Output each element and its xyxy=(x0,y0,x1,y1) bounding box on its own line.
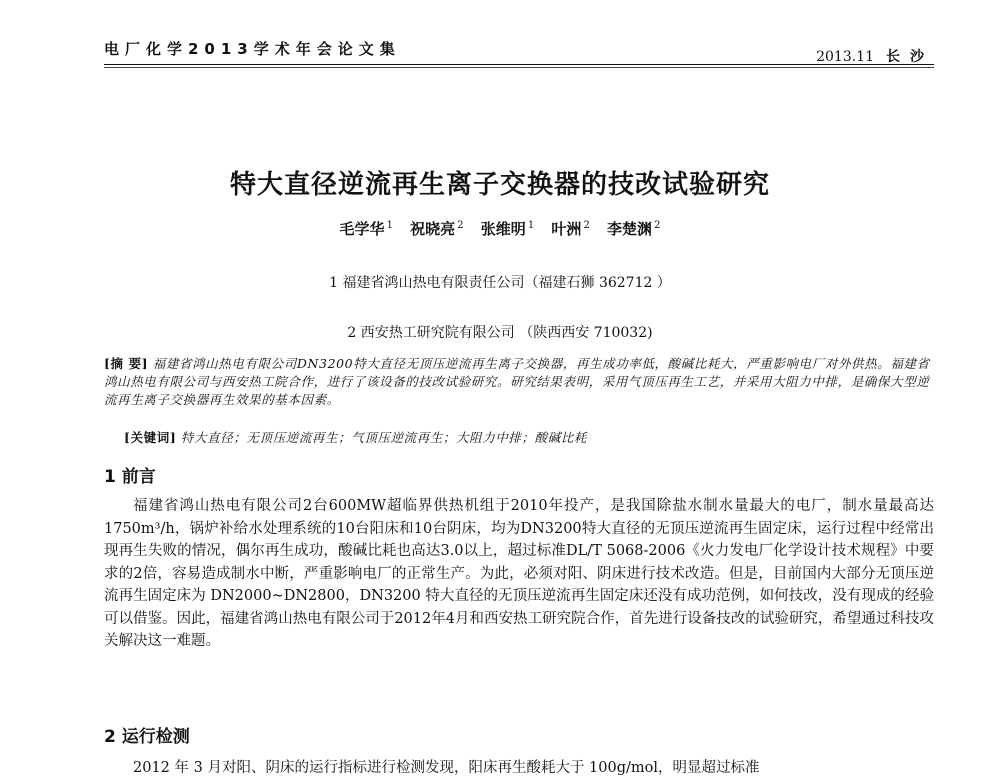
header-rule-thin xyxy=(104,67,934,68)
author-list xyxy=(0,218,1000,239)
conference-date-location xyxy=(816,46,934,66)
author xyxy=(607,220,660,238)
proceedings-title: 电厂化学2013学术年会论文集 xyxy=(104,40,401,58)
author xyxy=(340,220,393,238)
author-affiliation-mark: 2 xyxy=(457,220,464,231)
conference-city: 长沙 xyxy=(886,49,934,65)
author xyxy=(410,220,463,238)
abstract xyxy=(104,355,934,409)
author-name: 李楚渊 xyxy=(607,220,653,238)
conference-date: 2013.11 xyxy=(816,49,874,65)
paper-title: 特大直径逆流再生离子交换器的技改试验研究 xyxy=(229,170,770,200)
author-affiliation-mark: 2 xyxy=(583,220,590,231)
author-affiliation-mark: 2 xyxy=(654,220,661,231)
author xyxy=(481,220,534,238)
author-name: 祝晓亮 xyxy=(410,220,456,238)
header-rule xyxy=(104,64,934,65)
abstract-label: [摘 要] xyxy=(104,356,149,371)
author-name: 毛学华 xyxy=(339,220,385,238)
author-affiliation-mark: 1 xyxy=(386,220,393,231)
keywords-label: [关键词] xyxy=(124,430,177,445)
section-heading: 1 前言 xyxy=(104,467,156,487)
author-affiliation-mark: 1 xyxy=(527,220,535,231)
abstract-text: 福建省鸿山热电有限公司DN3200特大直径无顶压逆流再生离子交换器，再生成功率低，酸碱比耗大，严重影响电厂对外供热。福建省鸿山热电有限公司与西安热工院合作，进行了该设备的技改试验研究。研究结果表明，采用气顶压再生工艺，并采用大阻力中排，是确保大型逆流再生离子交换器再生效果的基本因素。 xyxy=(104,356,930,407)
author xyxy=(551,220,589,238)
body-paragraph: 2012 年 3 月对阳、阴床的运行指标进行检测发现，阳床再生酸耗大于 100g/mol，明显超过标准 xyxy=(133,760,760,776)
affiliation: 1 福建省鸿山热电有限责任公司（福建石狮 362712 ） xyxy=(329,275,671,291)
keywords-text: 特大直径；无顶压逆流再生；气顶压逆流再生；大阻力中排；酸碱比耗 xyxy=(180,430,588,445)
keywords xyxy=(124,428,934,446)
affiliation: 2 西安热工研究院有限公司 （陕西西安 710032) xyxy=(347,325,653,341)
running-header xyxy=(104,38,934,70)
author-name: 张维明 xyxy=(480,220,526,238)
author-name: 叶洲 xyxy=(551,220,582,238)
body-paragraph: 福建省鸿山热电有限公司2台600MW超临界供热机组于2010年投产，是我国除盐水制水量最大的电厂，制水量最高达1750m³/h，锅炉补给水处理系统的10台阳床和10台阴床，均为DN3200特大直径的无顶压逆流再生固定床，运行过程中经常出现再生失败的情况，偶尔再生成功，酸碱比耗也高达3.0以上，超过标准DL/T 5068-2006《火力发电厂化学设计技术规程》中要求的2倍，容易造成制水中断，严重影响电厂的正常生产。为此，必须对阳、阴床进行技术改造。但是，目前国内大部分无顶压逆流再生固定床为 DN2000~DN2800，DN3200 特大直径的无顶压逆流再生固定床还没有成功范例，如何技改，没有现成的经验可以借鉴。因此，福建省鸿山热电有限公司于2012年4月和西安热工研究院合作，首先进行设备技改的试验研究，希望通过科技攻关解决这一难题。 xyxy=(104,498,934,649)
section-heading: 2 运行检测 xyxy=(104,727,190,747)
